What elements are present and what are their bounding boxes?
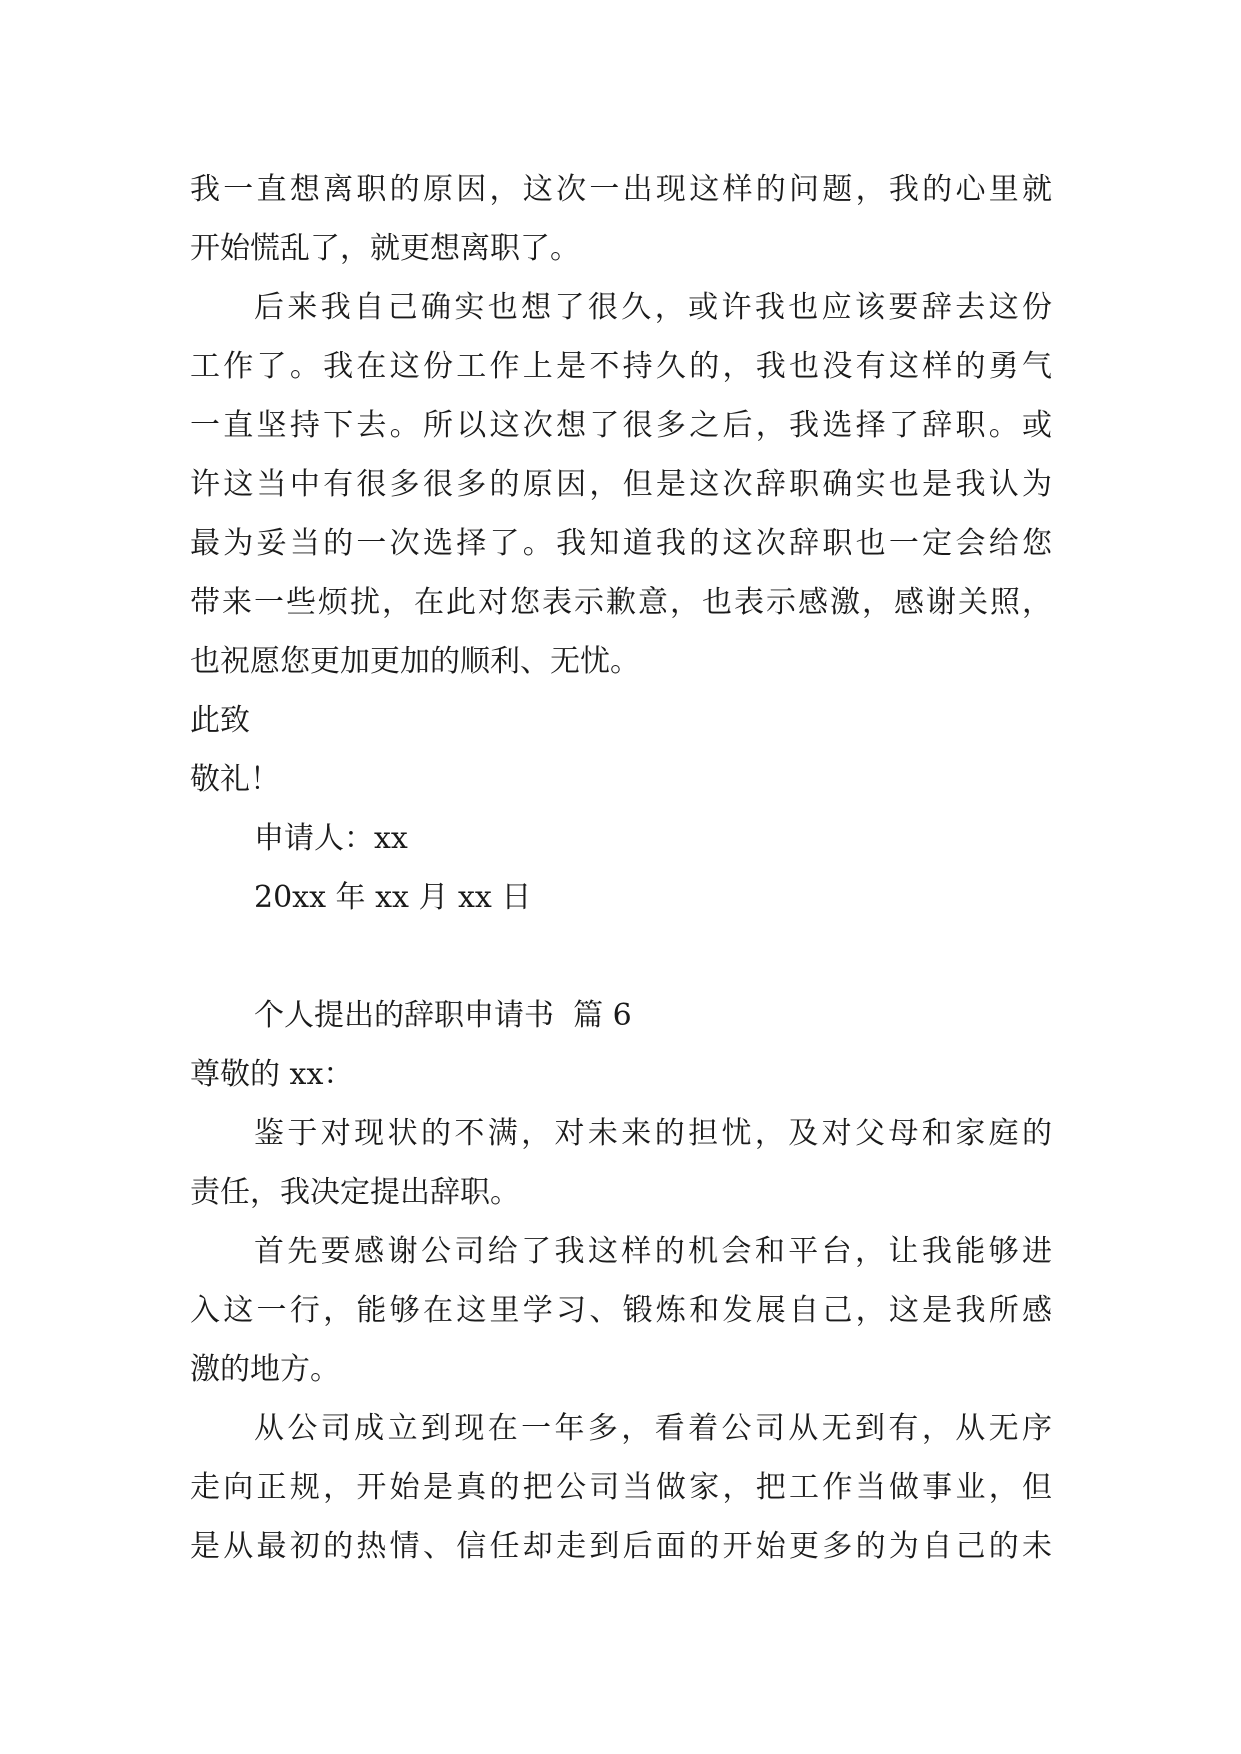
- body-line: 首先要感谢公司给了我这样的机会和平台，让我能够进: [254, 1234, 1052, 1269]
- body-line: 鉴于对现状的不满，对未来的担忧，及对父母和家庭的: [254, 1116, 1052, 1151]
- body-line: 许这当中有很多很多的原因，但是这次辞职确实也是我认为: [190, 467, 1052, 502]
- body-line: 从公司成立到现在一年多，看着公司从无到有，从无序: [254, 1411, 1052, 1446]
- letter-greeting: 尊敬的 xx：: [190, 1057, 354, 1092]
- body-line: 一直坚持下去。所以这次想了很多之后，我选择了辞职。或: [190, 408, 1052, 443]
- body-line: 激的地方。: [190, 1352, 340, 1387]
- body-line: 责任，我决定提出辞职。: [190, 1175, 520, 1210]
- body-line: 是从最初的热情、信任却走到后面的开始更多的为自己的未: [190, 1529, 1052, 1564]
- body-line: 带来一些烦扰，在此对您表示歉意，也表示感激，感谢关照，: [190, 585, 1052, 620]
- body-line: 工作了。我在这份工作上是不持久的，我也没有这样的勇气: [190, 349, 1052, 384]
- closing-salutation: 此致: [190, 703, 250, 738]
- body-line: 也祝愿您更加更加的顺利、无忧。: [190, 644, 640, 679]
- body-line: 后来我自己确实也想了很久，或许我也应该要辞去这份: [254, 290, 1052, 325]
- body-line: 我一直想离职的原因，这次一出现这样的问题，我的心里就: [190, 172, 1052, 207]
- closing-regards: 敬礼！: [190, 762, 280, 797]
- blank-line: [190, 927, 1052, 986]
- applicant-signature: 申请人：xx: [254, 821, 408, 856]
- body-line: 走向正规，开始是真的把公司当做家，把工作当做事业，但: [190, 1470, 1052, 1505]
- section-heading: 个人提出的辞职申请书 篇 6: [254, 998, 632, 1033]
- body-line: 开始慌乱了，就更想离职了。: [190, 231, 580, 266]
- body-line: 最为妥当的一次选择了。我知道我的这次辞职也一定会给您: [190, 526, 1052, 561]
- document-body: [190, 160, 1052, 1576]
- body-line: 入这一行，能够在这里学习、锻炼和发展自己，这是我所感: [190, 1293, 1052, 1328]
- letter-date: 20xx 年 xx 月 xx 日: [254, 880, 532, 915]
